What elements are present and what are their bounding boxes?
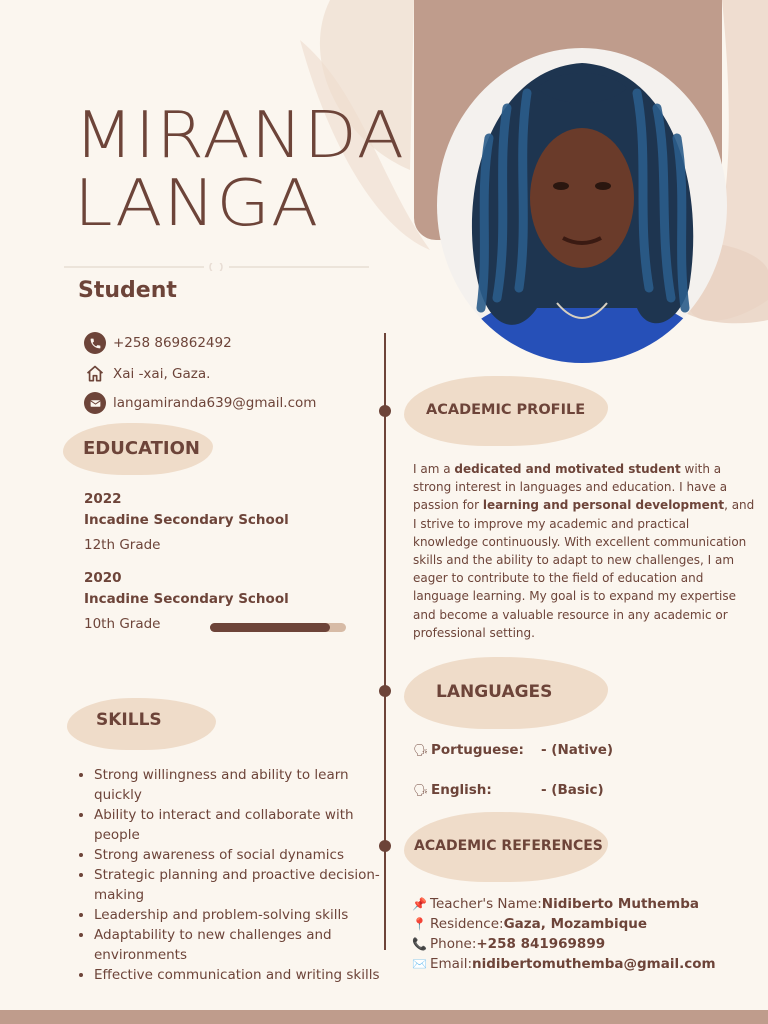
skill-item: • Ability to interact and collaborate with people	[94, 805, 394, 845]
reference-label: Email:	[430, 956, 473, 972]
skill-item: • Effective communication and writing skills	[94, 965, 394, 985]
skill-item: • Strong willingness and ability to learn quickly	[94, 765, 394, 805]
skill-item: • Adaptability to new challenges and environments	[94, 925, 394, 965]
education-grade: 12th Grade	[84, 537, 161, 553]
reference-teacher-name	[412, 896, 699, 912]
profile-text-bold: dedicated and motivated student	[454, 462, 681, 476]
language-level: - (Basic)	[541, 782, 604, 798]
profile-text: with a strong interest in languages and education. I have a passion for	[413, 462, 728, 513]
timeline-dot	[379, 405, 391, 417]
reference-value: Nidiberto Muthemba	[541, 896, 700, 912]
reference-value: Gaza, Mozambique	[503, 916, 648, 932]
reference-phone[interactable]	[412, 936, 605, 952]
contact-email[interactable]	[84, 392, 316, 414]
language-level: - (Native)	[541, 742, 614, 758]
language-item	[413, 742, 613, 758]
education-school: Incadine Secondary School	[84, 512, 289, 528]
speaking-head-icon: 🗣	[413, 743, 429, 757]
footer-bar	[0, 1010, 768, 1024]
reference-value: +258 841969899	[476, 936, 606, 952]
envelope-icon: ✉️	[412, 957, 427, 971]
contact-phone[interactable]	[84, 332, 232, 354]
education-year: 2020	[84, 570, 122, 586]
skill-item: • Strategic planning and proactive decision-making	[94, 865, 394, 905]
education-school: Incadine Secondary School	[84, 591, 289, 607]
references-heading: ACADEMIC REFERENCES	[414, 838, 603, 854]
progress-bar-fill	[210, 623, 330, 632]
profile-text: , and I strive to improve my academic and practical knowledge continuously. With excellent communication skills and the ability to adapt to new challenges, I am eager to contribute to the field of education and language learning. My goal is to expand my expertise and become a valuable resource in any academic or professional setting.	[413, 498, 755, 640]
telephone-icon: 📞	[412, 937, 427, 951]
education-heading: EDUCATION	[83, 438, 200, 459]
skills-list	[76, 765, 394, 985]
timeline-dot	[379, 840, 391, 852]
last-name: LANGA	[74, 167, 320, 241]
phone-icon	[84, 332, 106, 354]
email-text: langamiranda639@gmail.com	[113, 395, 317, 411]
home-icon	[84, 363, 106, 385]
skill-item: • Strong awareness of social dynamics	[94, 845, 394, 865]
contact-address	[84, 363, 210, 385]
education-grade: 10th Grade	[84, 616, 161, 632]
progress-bar	[210, 623, 346, 632]
education-year: 2022	[84, 491, 122, 507]
speaking-head-icon: 🗣	[413, 783, 429, 797]
profile-text-bold: learning and personal development	[482, 498, 725, 513]
reference-label: Phone:	[430, 936, 477, 952]
profile-text: I am a	[413, 462, 455, 476]
timeline-dot	[379, 685, 391, 697]
name-divider	[64, 263, 369, 271]
skills-heading: SKILLS	[96, 710, 162, 730]
phone-text: +258 869862492	[113, 335, 232, 351]
job-title: Student	[78, 278, 177, 303]
language-name: English:	[431, 782, 492, 798]
language-item	[413, 782, 604, 798]
reference-label: Teacher's Name:	[430, 896, 542, 912]
pushpin-icon: 📌	[412, 897, 427, 911]
reference-value: nidibertomuthemba@gmail.com	[472, 956, 716, 972]
first-name: MIRANDA	[74, 99, 406, 173]
mail-icon	[84, 392, 106, 414]
reference-residence	[412, 916, 647, 932]
languages-heading: LANGUAGES	[436, 682, 553, 702]
profile-photo	[437, 48, 727, 363]
profile-heading: ACADEMIC PROFILE	[426, 402, 586, 418]
timeline-line	[384, 333, 386, 950]
skill-item: • Leadership and problem-solving skills	[94, 905, 394, 925]
location-pin-icon: 📍	[412, 917, 427, 931]
reference-label: Residence:	[430, 916, 504, 932]
reference-email[interactable]	[412, 956, 716, 972]
profile-paragraph	[413, 460, 756, 642]
address-text: Xai -xai, Gaza.	[113, 366, 211, 382]
language-name: Portuguese:	[431, 742, 524, 758]
